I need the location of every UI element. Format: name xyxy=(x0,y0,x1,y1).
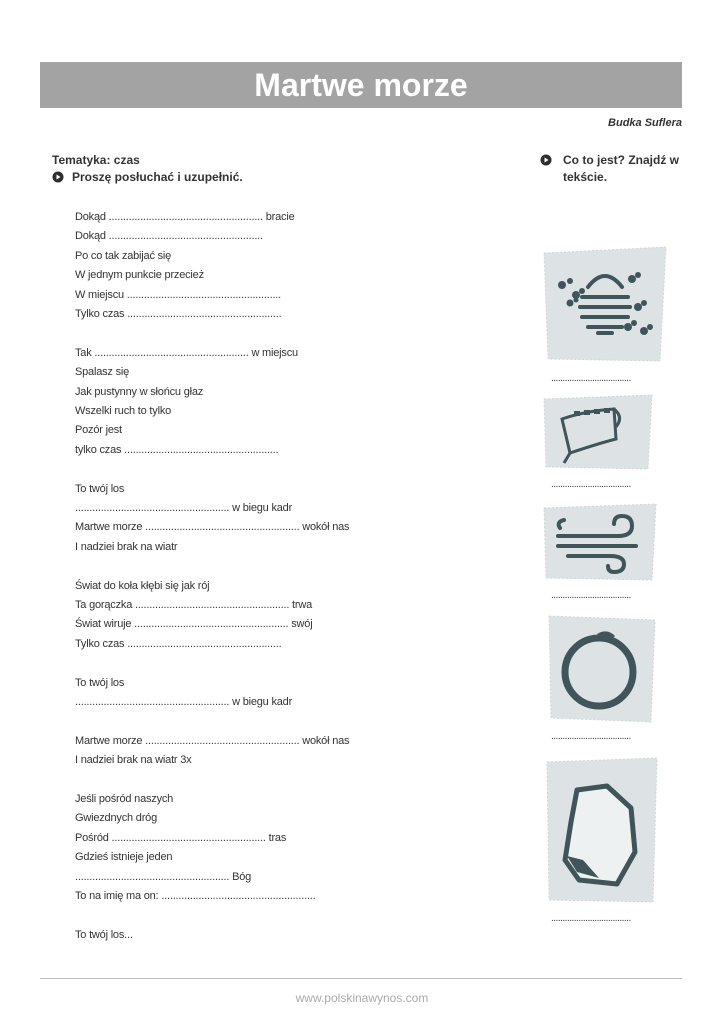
lyric-line: Gdzieś istnieje jeden xyxy=(75,851,173,864)
lyric-line: Spalasz się xyxy=(75,366,130,379)
lyric-line: Gwiezdnych dróg xyxy=(75,812,157,825)
answer-blank[interactable]: ................................... xyxy=(551,479,631,490)
lyric-line: Wszelki ruch to tylko xyxy=(75,405,172,417)
lyric-line[interactable]: Martwe morze ...................................................... wokół nas xyxy=(75,521,350,534)
lyric-line[interactable]: ...................................................... w biegu kadr xyxy=(75,696,293,708)
right-instruction-text: Co to jest? Znajdź w tekście. xyxy=(563,153,679,184)
play-bullet-icon xyxy=(52,171,64,183)
lyric-line: Pozór jest xyxy=(75,424,122,437)
picture-tile xyxy=(540,500,660,585)
picture-tile xyxy=(540,245,670,365)
lyric-line: To twój los xyxy=(75,482,125,495)
song-author: Budka Suflera xyxy=(608,117,682,129)
lyric-line: Po co tak zabijać się xyxy=(75,249,172,262)
lyric-line[interactable]: W miejscu ...................................................... xyxy=(75,288,282,301)
lyric-line[interactable]: Świat wiruje ...................................................... swój xyxy=(75,618,313,631)
answer-blank[interactable]: ................................... xyxy=(551,731,631,742)
lyric-line: Świat do koła kłębi się jak rój xyxy=(75,579,210,592)
lyric-line: W jednym punkcie przecież xyxy=(75,269,204,282)
lyric-line: Jak pustynny w słońcu głaz xyxy=(75,385,204,398)
instruction xyxy=(52,170,243,184)
lyric-line: To twój los... xyxy=(75,928,133,941)
lyric-line[interactable]: Tylko czas ...................................................... xyxy=(75,308,282,320)
lyric-line[interactable]: Tylko czas ...................................................... xyxy=(75,637,282,650)
lyric-line[interactable]: Pośród ...................................................... tras xyxy=(75,831,287,844)
picture-tile xyxy=(540,393,655,473)
lyric-line[interactable]: Dokąd ...................................................... xyxy=(75,230,263,243)
lyric-line[interactable]: Martwe morze ...................................................... wokół nas xyxy=(75,734,350,747)
lyric-line: I nadziei brak na wiatr 3x xyxy=(75,754,192,767)
lyric-line[interactable]: ...................................................... Bóg xyxy=(75,870,252,883)
picture-tile xyxy=(545,612,660,727)
lyric-line[interactable]: To na imię ma on: ...................................................... xyxy=(75,890,316,902)
lyric-line[interactable]: ...................................................... w biegu kadr xyxy=(75,502,293,514)
footer-url[interactable]: www.polskinawynos.com xyxy=(295,991,429,1005)
lyric-line: I nadziei brak na wiatr xyxy=(75,540,178,553)
lyric-line: Jeśli pośród naszych xyxy=(75,793,174,805)
theme-label: Tematyka: czas xyxy=(52,153,140,167)
picture-tile xyxy=(543,756,660,906)
stone-icon xyxy=(565,786,635,884)
answer-blank[interactable]: ................................... xyxy=(551,373,631,384)
lyric-line[interactable]: tylko czas ...................................................... xyxy=(75,443,279,456)
lyric-line[interactable]: Tak ...................................................... w miejscu xyxy=(75,346,298,359)
answer-blank[interactable]: ................................... xyxy=(551,913,631,924)
lyric-line[interactable]: Dokąd ...................................................... bracie xyxy=(75,211,295,223)
answer-blank[interactable]: ................................... xyxy=(551,590,631,601)
right-instruction xyxy=(540,152,690,186)
page-title: Martwe morze xyxy=(40,62,682,108)
lyric-line: To twój los xyxy=(75,676,125,689)
play-bullet-icon xyxy=(540,154,552,166)
footer-divider xyxy=(40,978,682,979)
instruction-text: Proszę posłuchać i uzupełnić. xyxy=(72,170,243,184)
lyric-line[interactable]: Ta gorączka ...................................................... trwa xyxy=(75,599,313,611)
